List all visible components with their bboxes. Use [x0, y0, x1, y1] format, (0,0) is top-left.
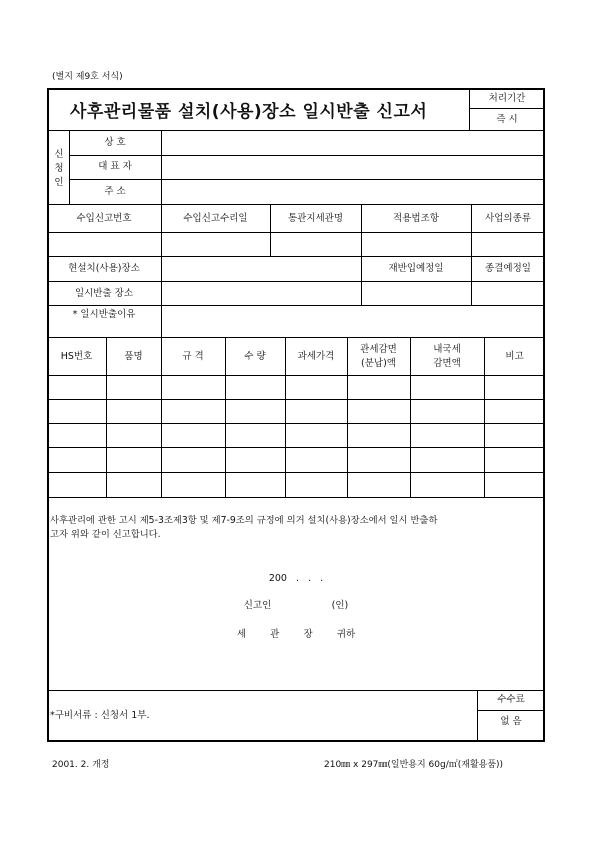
hs-number-header: HS번호	[60, 351, 93, 362]
form-title: 사후관리물품 설치(사용)장소 일시반출 신고서	[70, 102, 428, 122]
spec-header: 규 격	[182, 351, 204, 362]
fee-label: 수수료	[497, 694, 525, 705]
processing-period-value: 즉 시	[496, 114, 518, 125]
applicant-signature: 신고인 (인)	[243, 600, 349, 611]
end-date-label: 종결예정일	[485, 263, 531, 274]
table-row[interactable]	[48, 473, 544, 497]
table-row[interactable]	[48, 376, 544, 399]
representative-field[interactable]	[162, 156, 544, 178]
quantity-header: 수 량	[244, 351, 266, 362]
table-row[interactable]	[48, 424, 544, 447]
applicable-law-field[interactable]	[362, 233, 470, 255]
business-type-field[interactable]	[472, 233, 544, 255]
applicant-address-label: 주 소	[104, 186, 126, 197]
fee-value: 없 음	[500, 716, 522, 727]
paper-spec: 210㎜ x 297㎜(일반용지 60g/㎡(재활용품))	[324, 760, 504, 770]
revision-note: 2001. 2. 개정	[52, 760, 110, 770]
business-type-label: 사업의종류	[485, 213, 531, 224]
table-row[interactable]	[48, 400, 544, 423]
install-place-field[interactable]	[162, 257, 360, 280]
export-dates-field[interactable]	[362, 282, 544, 304]
applicant-side-label: 신청인	[54, 149, 64, 188]
export-place-label: 일시반출 장소	[74, 288, 134, 299]
install-place-label: 현설치(사용)장소	[68, 263, 140, 274]
export-reason-field[interactable]	[162, 306, 544, 336]
declaration-line-2: 고자 위와 같이 신고합니다.	[50, 529, 161, 540]
table-row[interactable]	[48, 448, 544, 472]
export-reason-label: * 일시반출이유	[72, 309, 136, 320]
applicable-law-label: 적용법조항	[393, 213, 439, 224]
customs-office-field[interactable]	[271, 233, 360, 255]
item-name-header: 품명	[124, 351, 143, 362]
taxable-value-header: 과세가격	[297, 351, 335, 362]
import-acceptance-date-field[interactable]	[162, 233, 269, 255]
applicant-trade-name-label: 상 호	[104, 137, 126, 148]
customs-reduction-header: 관세감면 (분납)액	[360, 344, 397, 369]
trade-name-field[interactable]	[162, 131, 544, 154]
reimport-date-label: 재반입예정일	[388, 263, 444, 274]
applicant-representative-label: 대 표 자	[98, 161, 132, 172]
import-acceptance-date-label: 수입신고수리일	[183, 213, 248, 224]
domestic-tax-reduction-header: 내국세 감면액	[433, 344, 461, 369]
form-number: (별지 제9호 서식)	[52, 72, 123, 82]
address-field[interactable]	[162, 180, 544, 203]
import-declaration-number-label: 수입신고번호	[76, 213, 132, 224]
import-declaration-number-field[interactable]	[48, 233, 160, 255]
remarks-header: 비고	[505, 351, 524, 362]
attachments-note: *구비서류 : 신청서 1부.	[50, 710, 150, 721]
declaration-line-1: 사후관리에 관한 고시 제5-3조제3항 및 제7-9조의 규정에 의거 설치(사용)장소에서 일시 반출하	[50, 515, 438, 526]
addressee: 세 관 장 귀하	[236, 629, 356, 640]
declaration-date: 200 . . .	[268, 573, 324, 584]
export-place-field[interactable]	[162, 282, 360, 304]
customs-office-label: 통관지세관명	[287, 213, 344, 224]
processing-period-label: 처리기간	[488, 93, 526, 104]
